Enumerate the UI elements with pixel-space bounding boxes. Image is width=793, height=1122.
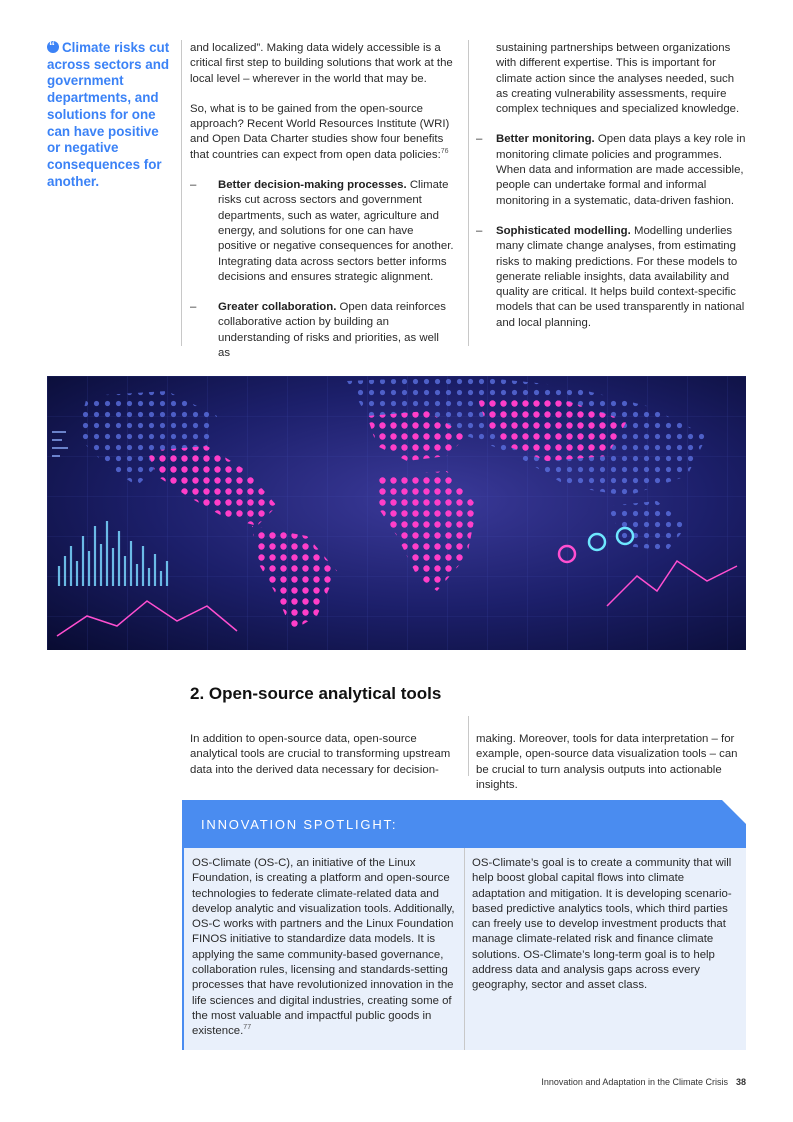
bullet-item bbox=[190, 300, 454, 361]
spotlight-column-right bbox=[472, 856, 738, 1009]
section-column-right bbox=[476, 732, 748, 808]
hero-image-world-map bbox=[47, 376, 746, 650]
spotlight-title: INNOVATION SPOTLIGHT: bbox=[201, 817, 398, 832]
bullet-title: Better decision-making processes. bbox=[218, 179, 407, 192]
paragraph: So, what is to be gained from the open-source approach? Recent World Resources Institute (WRI) and Open Data Charter studies show four benefits that countries can expect from open data policies:$^{76}$ bbox=[190, 102, 450, 161]
body-column-2 bbox=[476, 41, 746, 346]
digital-world-map-illustration bbox=[47, 376, 746, 650]
paragraph: OS-Climate (OS-C), an initiative of the Linux Foundation, is creating a platform and open-source technologies to federate climate-related data and develop analytic and visualization tools. Additionally, OS-C works with partners and the Linux Foundation FINOS initiative to standardize data models. It is applying the same community-based governance, collaboration rules, licensing and standards-setting processes that have revolutionized innovation in the life sciences and digital industries, creating some of the most valuable and impactful public goods in existence.$^{77}$ bbox=[192, 857, 455, 1038]
paragraph: OS-Climate’s goal is to create a community that will help boost global capital flows into climate adaptation and mitigation. It is developing scenario-based predictive analytics tools, which third parties can freely use to develop investment products that manage climate-related risk and finance climate solutions. OS-Climate’s long-term goal is to help address data and analysis gaps across every geography, sector and asset class. bbox=[472, 857, 732, 992]
body-column-1 bbox=[190, 41, 454, 376]
bullet-text: Open data reinforces collaborative action by building an understanding of risks and priorities, as well as bbox=[218, 301, 446, 360]
bullet-title: Greater collaboration. bbox=[218, 301, 337, 314]
column-divider bbox=[464, 848, 465, 1050]
paragraph: making. Moreover, tools for data interpretation – for example, open-source data visualization tools – can be crucial to turn analysis outputs into actionable insights. bbox=[476, 733, 738, 791]
pull-quote bbox=[47, 40, 172, 190]
bullet-item bbox=[476, 224, 746, 331]
column-divider bbox=[468, 40, 469, 346]
bullet-dash: – bbox=[476, 224, 483, 237]
page-footer bbox=[541, 1077, 746, 1087]
pull-quote-text: Climate risks cut across sectors and government departments, and solutions for one can have positive or negative consequences for another. bbox=[47, 40, 170, 189]
footnote-ref: 77 bbox=[243, 1024, 252, 1032]
spotlight-panel bbox=[182, 848, 746, 1050]
paragraph: sustaining partnerships between organizations with different expertise. This is important for climate action since the analyses needed, such as creating vulnerability assessments, require complex techniques and specialized knowledge. bbox=[496, 42, 740, 116]
footer-title: Innovation and Adaptation in the Climate Crisis bbox=[541, 1077, 728, 1087]
section-column-left bbox=[190, 732, 454, 793]
spotlight-header bbox=[182, 800, 746, 848]
bullet-text: Climate risks cut across sectors and government departments, such as water, agriculture and energy, and solutions for one can have positive or negative consequences for another. Integrating data across sectors better informs decisions and ensures strategic alignment. bbox=[218, 179, 454, 283]
spotlight-column-left bbox=[192, 856, 457, 1055]
bullet-title: Better monitoring. bbox=[496, 133, 595, 146]
bullet-dash: – bbox=[190, 179, 197, 192]
quote-icon bbox=[47, 41, 59, 53]
column-divider bbox=[468, 716, 469, 776]
bullet-title: Sophisticated modelling. bbox=[496, 224, 631, 237]
page-number: 38 bbox=[735, 1077, 746, 1087]
section-heading: 2. Open-source analytical tools bbox=[190, 684, 442, 703]
paragraph: and localized”. Making data widely accessible is a critical first step to building solutions that work at the local level – wherever in the world that may be. bbox=[190, 42, 453, 85]
bullet-text: Modelling underlies many climate change analyses, from estimating risks to making predictions. For these models to generate reliable insights, data availability and quality are critical. It helps build context-specific models that can be used transparently in national and local planning. bbox=[496, 224, 745, 329]
footnote-ref: 76 bbox=[440, 147, 449, 155]
bullet-item bbox=[476, 132, 746, 208]
paragraph: In addition to open-source data, open-source analytical tools are crucial to transforming upstream data into the derived data necessary for decision- bbox=[190, 733, 451, 776]
column-divider bbox=[181, 40, 182, 346]
bullet-text: Open data plays a key role in monitoring climate policies and programmes. When data and information are made accessible, people can undertake formal and informal monitoring in a systematic, data-driven fashion. bbox=[496, 133, 746, 207]
spotlight-accent-bar bbox=[182, 848, 184, 1050]
bullet-dash: – bbox=[190, 301, 197, 314]
bullet-item bbox=[190, 178, 454, 285]
bullet-dash: – bbox=[476, 133, 483, 146]
